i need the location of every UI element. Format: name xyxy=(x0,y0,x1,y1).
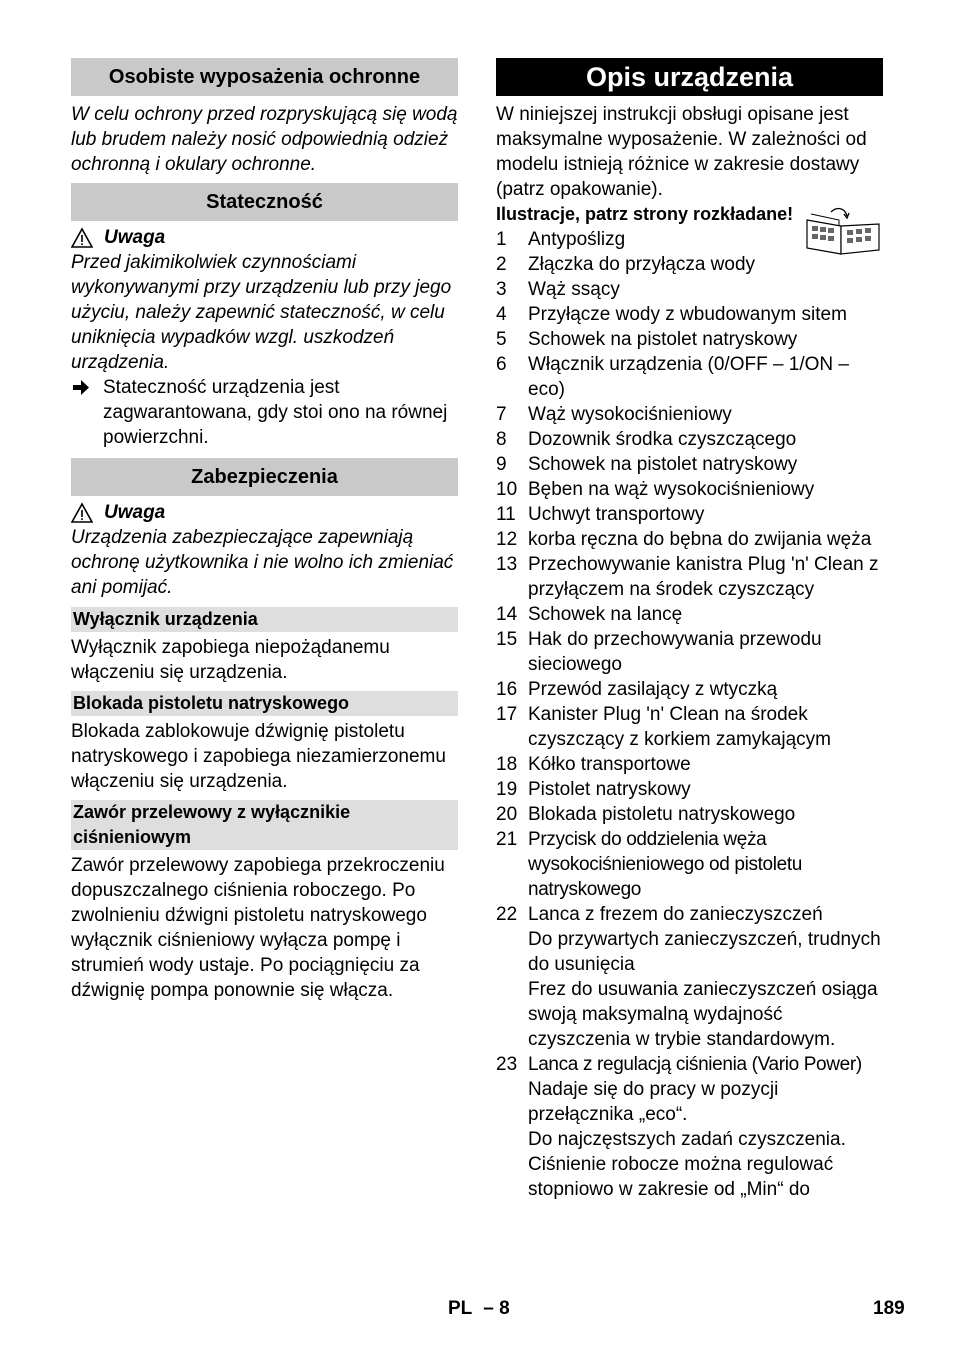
intro-text: W niniejszej instrukcji obsługi opisane jest maksymalne wyposażenie. W zależności od modelu istnieją różnice w zakresie dostawy (patrz opakowanie). xyxy=(496,104,867,200)
warning-triangle-icon xyxy=(71,502,93,524)
stability-arrow-text: Stateczność urządzenia jest zagwarantowana, gdy stoi ono na równej powierzchni. xyxy=(103,377,448,448)
list-item: 10 Bęben na wąż wysokociśnieniowy xyxy=(496,479,815,500)
list-item: 12 korba ręczna do bębna do zwijania węża xyxy=(496,529,872,550)
stability-arrow-item xyxy=(71,375,458,450)
list-item: 13 Przechowywanie kanistra Plug 'n' Clean z przyłączem na środek czyszczący xyxy=(496,554,879,600)
page-title: Opis urządzenia xyxy=(496,58,883,96)
item-23-desc-1: Nadaje się do pracy w pozycji przełącznika „eco“. xyxy=(528,1079,779,1125)
list-item: 3 Wąż ssący xyxy=(496,279,620,300)
left-column xyxy=(71,58,458,1003)
warning-label: Uwaga xyxy=(104,227,166,248)
list-item: 14 Schowek na lancę xyxy=(496,604,683,625)
list-item: 16 Przewód zasilający z wtyczką xyxy=(496,679,778,700)
item-23-desc-2: Do najczęstszych zadań czyszczenia. Ciśnienie robocze można regulować stopniowo w zakresie od „Min“ do xyxy=(528,1129,846,1200)
list-item: 5 Schowek na pistolet natryskowy xyxy=(496,329,798,350)
parts-list xyxy=(496,227,883,1202)
list-item: 19 Pistolet natryskowy xyxy=(496,779,691,800)
open-book-icon xyxy=(803,206,883,256)
list-item: 20 Blokada pistoletu natryskowego xyxy=(496,804,796,825)
list-item: 23 Lanca z regulacją ciśnienia (Vario Power) Nadaje się do pracy w pozycji przełącznika „eco“. Do najczęstszych zadań czyszczenia. Ciśnienie robocze można regulować stopniowo w zakresie od „Min“ do xyxy=(496,1052,883,1202)
list-item: 9 Schowek na pistolet natryskowy xyxy=(496,454,798,475)
list-item: 15 Hak do przechowywania przewodu sieciowego xyxy=(496,629,822,675)
subheading-overflow-valve: Zawór przelewowy z wyłącznikie ciśnieniowym xyxy=(71,800,458,850)
list-item: 1 Antypoślizg xyxy=(496,229,626,250)
list-item: 2 Złączka do przyłącza wody xyxy=(496,254,756,275)
item-23-title: Lanca z regulacją ciśnienia (Vario Power) xyxy=(528,1054,862,1075)
item-22-desc-2: Frez do usuwania zanieczyszczeń osiąga swoją maksymalną wydajność czyszczenia w trybie standardowym. xyxy=(528,979,878,1050)
list-item: 22 Lanca z frezem do zanieczyszczeń Do przywartych zanieczyszczeń, trudnych do usunięcia Frez do usuwania zanieczyszczeń osiąga swoją maksymalną wydajność czyszczenia w trybie standardowym. xyxy=(496,902,883,1052)
list-item: 18 Kółko transportowe xyxy=(496,754,691,775)
protective-equipment-text: W celu ochrony przed rozpryskującą się wodą lub brudem należy nosić odpowiednią odzież ochronną i okulary ochronne. xyxy=(71,104,458,175)
right-column xyxy=(496,58,883,1202)
overflow-valve-text: Zawór przelewowy zapobiega przekroczeniu dopuszczalnego ciśnienia roboczego. Po zwolnieniu dźwigni pistoletu natryskowego wyłącznik ciśnieniowy wyłącza pompę i strumień wody ustaje. Po pociągnięciu za dźwignię pompa ponownie się włącza. xyxy=(71,855,445,1001)
item-22-title: Lanca z frezem do zanieczyszczeń xyxy=(528,904,823,925)
list-item: 7 Wąż wysokociśnieniowy xyxy=(496,404,732,425)
safety-warning-label xyxy=(71,500,458,525)
warning-triangle-icon xyxy=(71,227,93,249)
section-heading-safety-devices: Zabezpieczenia xyxy=(71,458,458,496)
device-switch-text: Wyłącznik zapobiega niepożądanemu włączeniu się urządzenia. xyxy=(71,637,390,683)
subheading-gun-lock: Blokada pistoletu natryskowego xyxy=(71,691,458,716)
illustration-note xyxy=(496,202,883,227)
footer-language: PL xyxy=(448,1298,472,1319)
safety-warning-text: Urządzenia zabezpieczające zapewniają ochronę użytkownika i nie wolno ich zmieniać ani pomijać. xyxy=(71,527,454,598)
footer-page-number: 189 xyxy=(873,1298,905,1319)
list-item: 8 Dozownik środka czyszczącego xyxy=(496,429,797,450)
stability-warning-text: Przed jakimikolwiek czynnościami wykonywanymi przy urządzeniu lub przy jego użyciu, należy zapewnić stateczność, w celu uniknięcia wypadków wzgl. uszkodzeń urządzenia. xyxy=(71,252,452,373)
gun-lock-text: Blokada zablokowuje dźwignię pistoletu natryskowego i zapobiega niezamierzonemu włączeniu się urządzenia. xyxy=(71,721,446,792)
section-heading-protective-equipment: Osobiste wyposażenia ochronne xyxy=(71,58,458,96)
arrow-right-icon xyxy=(71,375,103,450)
list-item: 17 Kanister Plug 'n' Clean na środek czyszczący z korkiem zamykającym xyxy=(496,704,831,750)
list-item: 21 Przycisk do oddzielenia węża wysokociśnieniowego od pistoletu natryskowego xyxy=(496,829,802,900)
illustration-note-text: Ilustracje, patrz strony rozkładane! xyxy=(496,204,794,224)
list-item: 4 Przyłącze wody z wbudowanym sitem xyxy=(496,304,847,325)
section-heading-stability: Stateczność xyxy=(71,183,458,221)
item-22-desc-1: Do przywartych zanieczyszczeń, trudnych do usunięcia xyxy=(528,929,881,975)
subheading-device-switch: Wyłącznik urządzenia xyxy=(71,607,458,632)
footer-local-page: – 8 xyxy=(483,1298,510,1319)
warning-label: Uwaga xyxy=(104,502,166,523)
stability-warning-label xyxy=(71,225,458,250)
footer-language-page xyxy=(448,1298,510,1320)
list-item: 6 Włącznik urządzenia (0/OFF – 1/ON – eco) xyxy=(496,354,849,400)
list-item: 11 Uchwyt transportowy xyxy=(496,504,705,525)
